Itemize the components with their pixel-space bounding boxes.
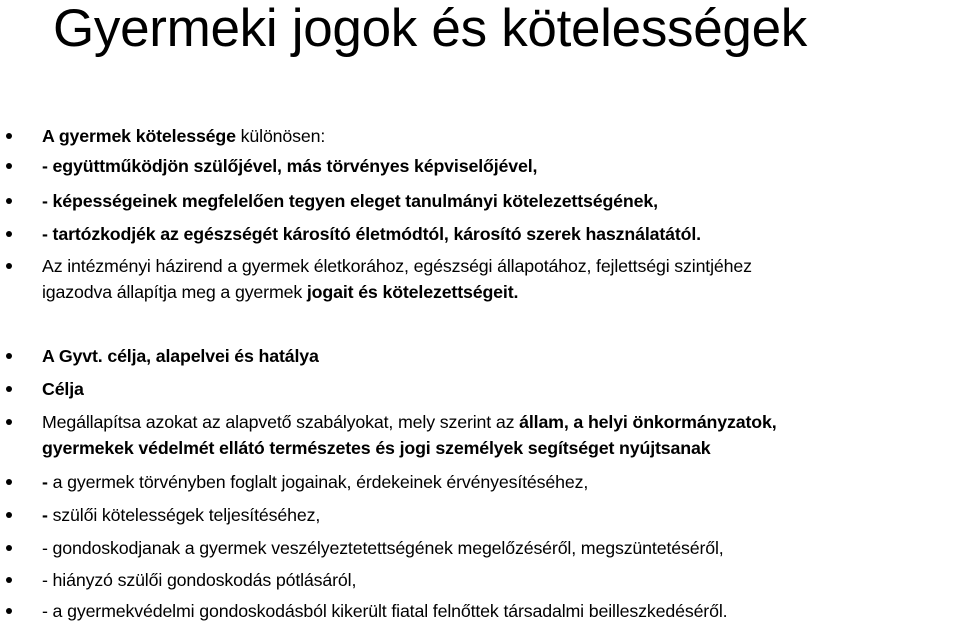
bold-text: A gyermek kötelessége: [42, 126, 236, 146]
text: szülői kötelességek teljesítéséhez,: [47, 505, 321, 525]
list-item: [42, 502, 957, 528]
bullet-icon: [6, 577, 12, 583]
list-item: [42, 253, 957, 305]
bullet-icon: [6, 545, 12, 551]
bold-text: jogait és kötelezettségeit.: [306, 282, 519, 302]
bold-text: - képességeinek megfelelően tegyen eleget tanulmányi kötelezettségének,: [42, 191, 658, 211]
bullet-icon: [6, 198, 12, 204]
text: Az intézményi házirend a gyermek életkorához, egészségi állapotához, fejlettségi szintjéhez: [42, 256, 752, 276]
text-line: [42, 253, 957, 279]
bold-text: -: [42, 472, 48, 492]
bold-text: gyermekek védelmét ellátó természetes és jogi személyek segítséget nyújtsanak: [42, 438, 711, 458]
list-item: [42, 123, 957, 149]
list-item: [42, 221, 957, 247]
bold-text: állam, a helyi önkormányzatok,: [519, 412, 777, 432]
text: igazodva állapítja meg a gyermek: [42, 282, 307, 302]
text-line: [42, 279, 957, 305]
bullet-icon: [6, 608, 12, 614]
text: - a gyermekvédelmi gondoskodásból kikerült fiatal felnőttek társadalmi beilleszkedéséről.: [42, 601, 728, 621]
bullet-icon: [6, 353, 12, 359]
list-item: [42, 469, 957, 495]
list-item: [42, 188, 957, 214]
bullet-icon: [6, 479, 12, 485]
text: - gondoskodjanak a gyermek veszélyeztetettségének megelőzéséről, megszüntetéséről,: [42, 538, 724, 558]
bullet-icon: [6, 419, 12, 425]
list-item: [42, 153, 957, 179]
list-item: [42, 535, 957, 561]
bullet-icon: [6, 231, 12, 237]
list-item: [42, 567, 957, 593]
list-item: [42, 409, 957, 461]
bold-text: A Gyvt. célja, alapelvei és hatálya: [42, 346, 319, 366]
bullet-icon: [6, 133, 12, 139]
bullet-icon: [6, 263, 12, 269]
list-item: [42, 598, 957, 624]
bold-text: -: [42, 505, 48, 525]
list-item: [42, 376, 957, 402]
text: a gyermek törvényben foglalt jogainak, érdekeinek érvényesítéséhez,: [47, 472, 589, 492]
bullet-icon: [6, 386, 12, 392]
list-item: [42, 343, 957, 369]
page-title: Gyermeki jogok és kötelességek: [53, 0, 807, 58]
bold-text: Célja: [42, 379, 84, 399]
text: különösen:: [235, 126, 326, 146]
text: - hiányzó szülői gondoskodás pótlásáról,: [42, 570, 357, 590]
bold-text: - együttműködjön szülőjével, más törvényes képviselőjével,: [42, 156, 538, 176]
bullet-icon: [6, 512, 12, 518]
bullet-icon: [6, 163, 12, 169]
text-line: [42, 435, 957, 461]
text-line: [42, 409, 957, 435]
text: Megállapítsa azokat az alapvető szabályokat, mely szerint az: [42, 412, 520, 432]
bold-text: - tartózkodjék az egészségét károsító életmódtól, károsító szerek használatától.: [42, 224, 701, 244]
